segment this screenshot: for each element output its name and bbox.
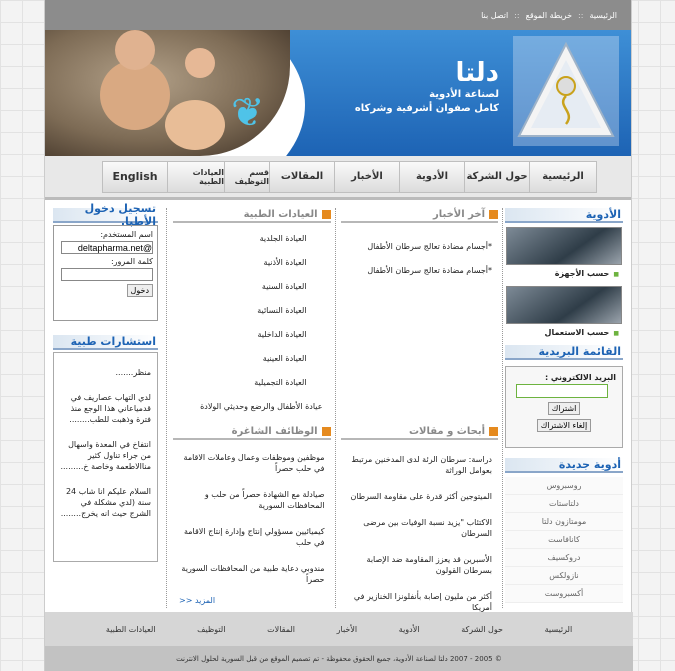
consultations-box <box>53 352 158 562</box>
photo-face <box>100 60 170 130</box>
butterfly-icon: ❦ <box>231 90 265 136</box>
top-link-sitemap[interactable]: خريطة الموقع <box>525 10 573 20</box>
clinic-item[interactable]: العيادة التجميلية <box>254 378 307 387</box>
consultations-title: استشارات طبية <box>53 335 158 350</box>
page <box>44 0 632 671</box>
brand <box>355 58 499 116</box>
footer-menu <box>45 612 633 646</box>
research-title-text: أبحاث و مقالات <box>408 426 485 437</box>
photo-face <box>165 100 225 150</box>
list-item[interactable]: مومتازون دلتا <box>505 513 623 531</box>
header-banner <box>45 30 631 156</box>
main-content <box>173 208 498 616</box>
latest-news <box>341 208 499 415</box>
news-item[interactable]: *أجسام مضادة تعالج سرطان الأطفال <box>367 266 492 275</box>
password-field[interactable] <box>61 268 153 281</box>
rss-icon <box>489 210 498 219</box>
bottom-row <box>173 425 498 616</box>
list-item[interactable]: نازولكس <box>505 567 623 585</box>
separator: :: <box>578 10 584 20</box>
job-item[interactable]: كيميائيين مسؤولي إنتاج وإدارة إنتاج الاقامة في حلب <box>183 527 325 547</box>
news-title <box>341 208 499 223</box>
divider <box>166 208 167 608</box>
menu-tab-jobs[interactable]: قسم التوظيف <box>224 161 270 193</box>
top-bar <box>45 0 631 30</box>
menu-tab-drugs[interactable]: الأدوية <box>399 161 465 193</box>
list-item[interactable]: روسبروس <box>505 477 623 495</box>
article-item[interactable]: الاكتئاب "يزيد نسبة الوفيات بين مرضى السرطان <box>363 518 492 538</box>
main-menu <box>45 156 631 200</box>
more-link[interactable]: المزيد << <box>179 596 216 605</box>
footer-link-articles[interactable]: المقالات <box>267 624 295 634</box>
consultation-item[interactable]: انتفاخ في المعدة واسهال من جراء تناول كثير مناالاطعمة وخاصة خ......... <box>60 440 151 471</box>
drugs-title: الأدوية <box>505 208 623 223</box>
clinic-item[interactable]: عيادة الأطفال والرضع وحديثي الولادة <box>200 402 323 411</box>
clinics-title <box>173 208 331 223</box>
email-label: البريد الالكتروني : <box>544 373 616 382</box>
footer-link-about[interactable]: حول الشركة <box>461 624 503 634</box>
brand-owner: كامل صفوان أشرفية وشركاه <box>354 103 499 114</box>
brand-subtitle: لصناعة الأدوية <box>429 89 499 100</box>
footer-link-clinics[interactable]: العيادات الطبية <box>105 624 156 634</box>
menu-tab-english[interactable]: English <box>102 161 168 193</box>
new-drugs-list <box>505 477 623 603</box>
menu-tab-articles[interactable]: المقالات <box>269 161 335 193</box>
login-button[interactable]: دخول <box>127 284 153 297</box>
article-item[interactable]: الأسبرين قد يعزز المقاومة ضد الإصابة بسرطان القولون <box>366 555 492 575</box>
new-drugs-title: أدوية جديدة <box>505 458 623 473</box>
clinic-item[interactable]: العيادة الداخلية <box>257 330 307 339</box>
left-sidebar <box>53 201 158 562</box>
menu-tab-clinics[interactable]: العيادات الطبية <box>167 161 225 193</box>
footer-link-home[interactable]: الرئيسية <box>544 624 573 634</box>
unsubscribe-button[interactable]: إلغاء الاشتراك <box>537 419 591 432</box>
list-item[interactable]: دروكسيف <box>505 549 623 567</box>
drugs-image[interactable] <box>506 286 622 324</box>
clinics-box <box>173 208 331 415</box>
article-item[interactable]: أكثر من مليون إصابة بأنفلونزا الخنازير في أمريكا <box>353 592 492 612</box>
article-item[interactable]: الميتوجين أكثر قدرة على مقاومة السرطان <box>350 492 492 501</box>
mailing-list-box <box>505 366 623 448</box>
mailing-list-title: القائمة البريدية <box>505 345 623 360</box>
rss-icon <box>322 427 331 436</box>
clinic-item[interactable]: العيادة السنية <box>261 282 307 291</box>
footer-link-drugs[interactable]: الأدوية <box>398 624 420 634</box>
right-sidebar <box>505 208 623 603</box>
menu-tab-about[interactable]: حول الشركة <box>464 161 530 193</box>
top-row <box>173 208 498 415</box>
delta-logo[interactable] <box>513 36 619 146</box>
email-field[interactable] <box>516 384 608 398</box>
by-systems-link[interactable]: ■ حسب الأجهزة <box>505 269 619 278</box>
separator: :: <box>514 10 520 20</box>
list-item[interactable]: دلتاستات <box>505 495 623 513</box>
job-item[interactable]: مندوبي دعاية طبية من المحافظات السورية حصراً <box>181 564 325 584</box>
research-box <box>341 425 499 616</box>
menu-tab-news[interactable]: الأخبار <box>334 161 400 193</box>
clinics-title-text: العيادات الطبية <box>243 209 318 220</box>
research-title <box>341 425 499 440</box>
divider <box>502 208 503 608</box>
job-item[interactable]: صيادلة مع الشهادة حصراً من حلب و المحافظات السورية <box>204 490 325 510</box>
list-item[interactable]: كانافاست <box>505 531 623 549</box>
clinic-item[interactable]: العيادة العينية <box>262 354 307 363</box>
spacer <box>341 223 499 237</box>
clinic-item[interactable]: العيادة الأذنية <box>263 258 307 267</box>
jobs-title-text: الوظائف الشاغرة <box>231 426 318 437</box>
username-label: اسم المستخدم: <box>100 230 153 239</box>
login-box <box>53 225 158 321</box>
by-usage-link[interactable]: ■ حسب الاستعمال <box>505 328 619 337</box>
copyright: © 2005 - 2007 دلتا لصناعة الأدوية، جميع الحقوق محفوظة - تم تصميم الموقع من قبل السورية لحلول الانترنت <box>45 646 633 671</box>
menu-tab-home[interactable]: الرئيسية <box>529 161 597 193</box>
consultation-item[interactable]: منظر....... <box>115 368 151 377</box>
clinic-item[interactable]: العيادة النسائية <box>257 306 307 315</box>
consultation-item[interactable]: لدي التهاب عصاريف في قدمياعاني هذا الوجع منذ فترة وذهبت للطب........ <box>69 393 151 424</box>
rss-icon <box>489 427 498 436</box>
password-label: كلمة المرور: <box>110 257 153 266</box>
photo-face <box>115 30 155 70</box>
job-item[interactable]: موظفين وموظفات وعمال وعاملات الاقامة في حلب حصراً <box>183 453 325 473</box>
article-item[interactable]: دراسة: سرطان الرئة لدى المدخنين مرتبط بعوامل الوراثة <box>351 455 492 475</box>
jobs-box <box>173 425 331 616</box>
footer-link-news[interactable]: الأخبار <box>336 624 358 634</box>
rss-icon <box>322 210 331 219</box>
username-field[interactable] <box>61 241 153 254</box>
top-link-home[interactable]: الرئيسية <box>589 10 617 20</box>
photo-face <box>185 48 215 78</box>
news-item[interactable]: *أجسام مضادة تعالج سرطان الأطفال <box>367 242 492 251</box>
drugs-image[interactable] <box>506 227 622 265</box>
subscribe-button[interactable]: اشتراك <box>548 402 581 415</box>
brand-name: دلتا <box>455 58 499 88</box>
list-item[interactable]: أكسبروست <box>505 585 623 603</box>
consultation-item[interactable]: السلام عليكم انا شاب 24 سنة (لدي مشكلة في الشرج حيث انه يخرج........ <box>60 487 151 518</box>
footer-link-jobs[interactable]: التوظيف <box>197 624 226 634</box>
top-link-contact[interactable]: اتصل بنا <box>481 10 509 20</box>
news-title-text: آخر الأخبار <box>432 209 485 220</box>
doctor-login-title: تسجيل دخول الأطبا. <box>53 208 158 223</box>
jobs-title <box>173 425 331 440</box>
clinic-item[interactable]: العيادة الجلدية <box>259 234 307 243</box>
